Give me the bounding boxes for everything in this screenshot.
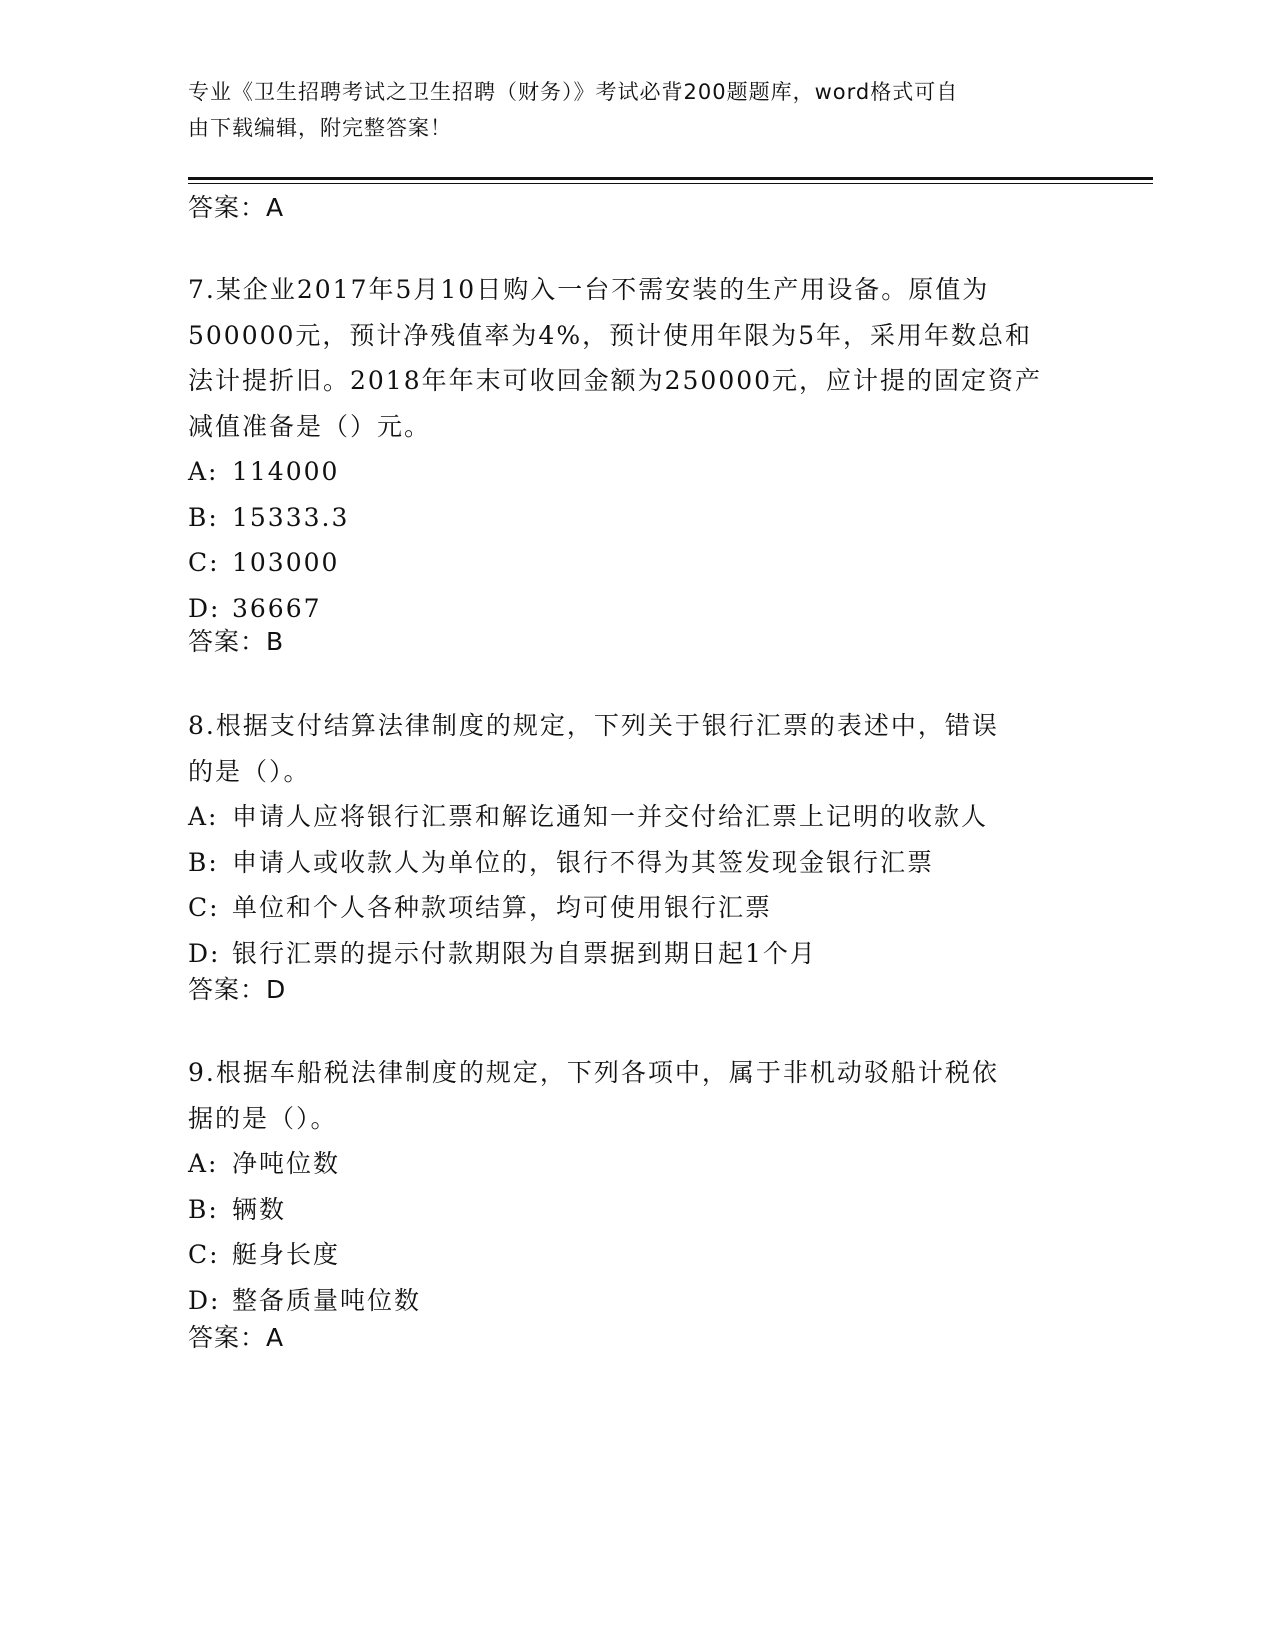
question-stem-line: 减值准备是（）元。: [188, 411, 432, 441]
option-text: 114000: [232, 457, 340, 486]
option-c: [188, 540, 1088, 586]
option-key: D:: [188, 938, 221, 968]
option-text: 净吨位数: [232, 1149, 341, 1178]
document-header: [188, 74, 1068, 146]
answer-9: 答案：A: [188, 1323, 285, 1352]
option-d: [188, 1278, 1088, 1324]
option-text: 银行汇票的提示付款期限为自票据到期日起1个月: [232, 938, 817, 968]
option-text: 辆数: [232, 1194, 287, 1224]
previous-answer: 答案：A: [188, 193, 285, 222]
option-b: [188, 840, 1088, 886]
question-stem-line: 500000元，预计净残值率为4%，预计使用年限为5年，采用年数总和: [188, 320, 1033, 350]
question-9: [188, 1050, 1088, 1323]
option-c: [188, 885, 1088, 931]
option-b: [188, 495, 1088, 541]
question-stem-line: 据的是（）。: [188, 1103, 338, 1133]
option-key: D:: [188, 1285, 221, 1315]
option-a: [188, 1141, 1088, 1187]
option-text: 15333.3: [232, 502, 350, 532]
question-stem-line: 7.某企业2017年5月10日购入一台不需安装的生产用设备。原值为: [188, 275, 990, 304]
question-7: [188, 267, 1088, 631]
header-line-2: 由下载编辑，附完整答案！: [188, 116, 452, 140]
question-stem-line: 9.根据车船税法律制度的规定，下列各项中，属于非机动驳船计税依: [188, 1058, 999, 1087]
option-a: [188, 794, 1088, 840]
header-rule-thick: [188, 177, 1153, 180]
header-rule-thin: [188, 183, 1153, 184]
header-line-1: 专业《卫生招聘考试之卫生招聘（财务）》考试必背200题题库，word格式可自: [188, 80, 959, 104]
option-text: 103000: [232, 548, 340, 577]
option-key: B:: [188, 1194, 219, 1224]
option-d: [188, 931, 1088, 977]
option-b: [188, 1187, 1088, 1233]
answer-8: 答案：D: [188, 975, 287, 1004]
option-key: A:: [188, 802, 219, 831]
option-text: 艇身长度: [232, 1240, 341, 1269]
question-stem-line: 法计提折旧。2018年年末可收回金额为250000元，应计提的固定资产: [188, 366, 1043, 395]
option-key: C:: [188, 893, 220, 922]
option-key: D:: [188, 593, 221, 623]
option-key: B:: [188, 502, 219, 532]
option-text: 整备质量吨位数: [232, 1285, 422, 1315]
option-key: B:: [188, 847, 219, 877]
question-8: [188, 703, 1088, 976]
question-stem-line: 8.根据支付结算法律制度的规定，下列关于银行汇票的表述中，错误: [188, 711, 999, 740]
option-text: 申请人或收款人为单位的，银行不得为其签发现金银行汇票: [232, 847, 935, 877]
option-text: 单位和个人各种款项结算，均可使用银行汇票: [232, 893, 773, 922]
option-key: A:: [188, 1149, 219, 1178]
option-c: [188, 1232, 1088, 1278]
option-a: [188, 449, 1088, 495]
answer-7: 答案：B: [188, 627, 285, 656]
option-key: C:: [188, 1240, 220, 1269]
option-key: C:: [188, 548, 220, 577]
option-text: 36667: [232, 593, 322, 623]
option-d: [188, 586, 1088, 632]
option-key: A:: [188, 457, 219, 486]
question-stem-line: 的是（）。: [188, 756, 311, 786]
option-text: 申请人应将银行汇票和解讫通知一并交付给汇票上记明的收款人: [232, 802, 989, 831]
